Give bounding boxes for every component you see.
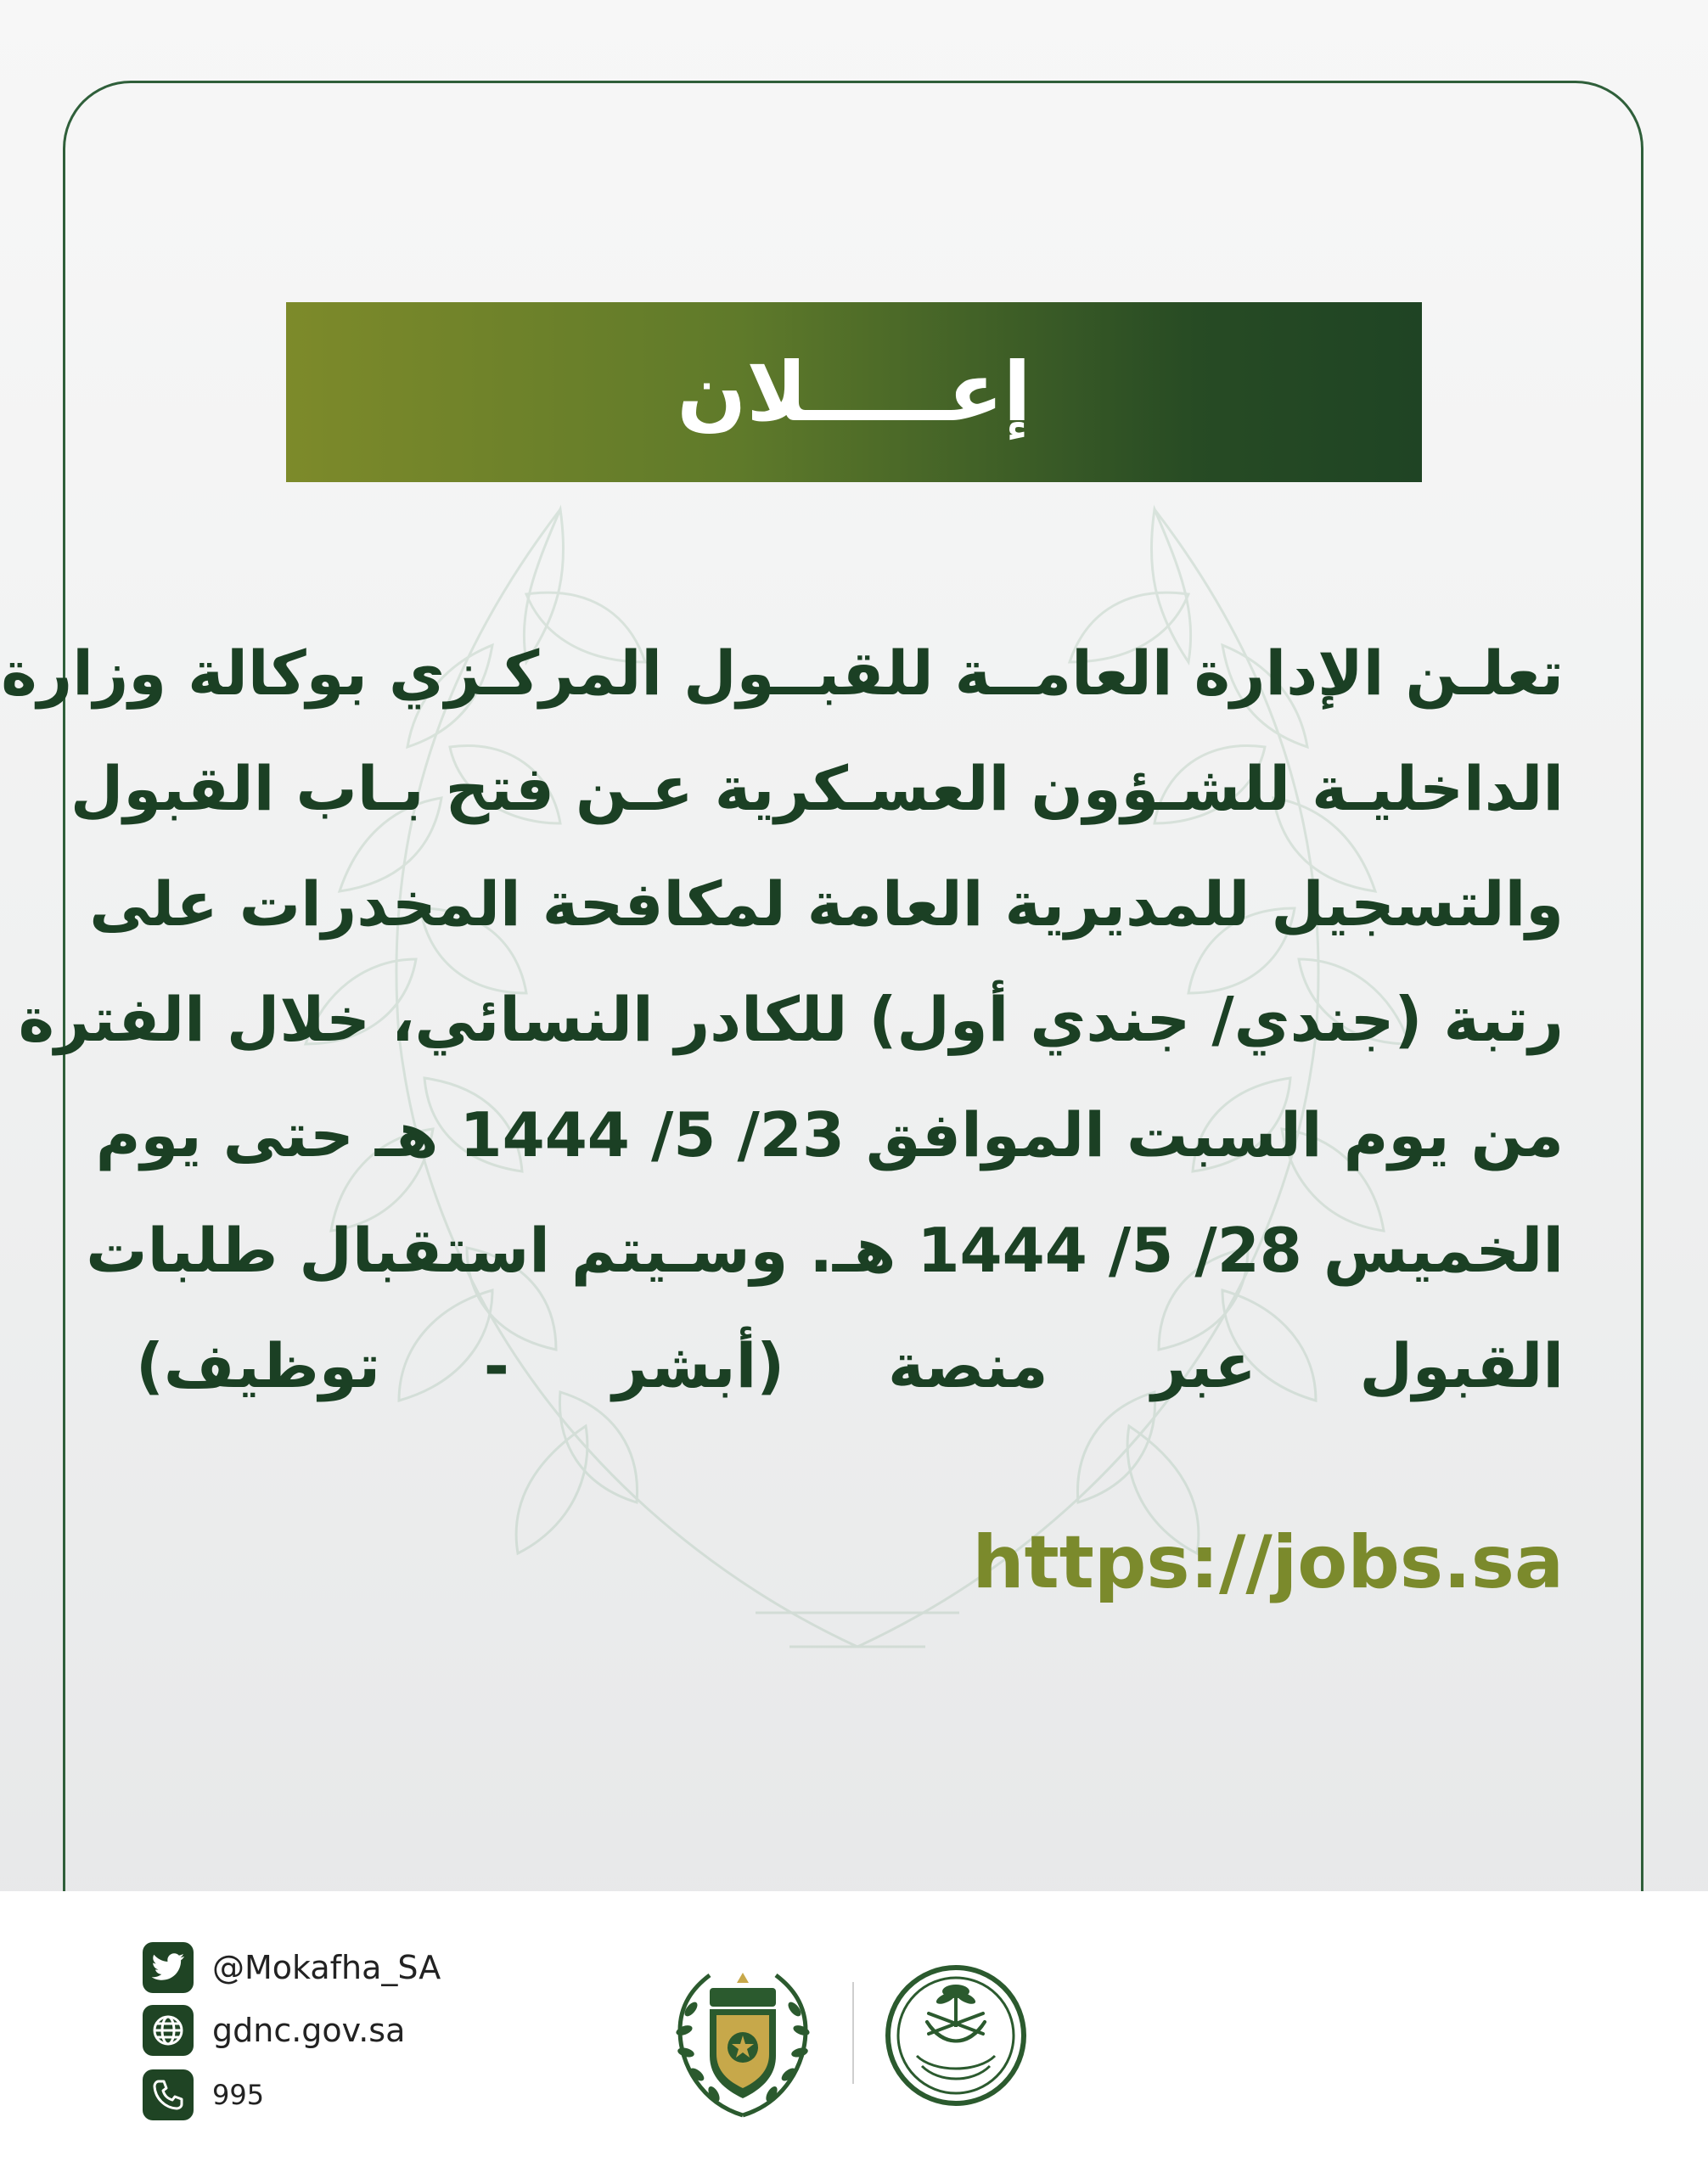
body-line: والتسجيل للمديرية العامة لمكافحة المخدرات على (89, 868, 1564, 940)
jobs-link[interactable]: https://jobs.sa (972, 1520, 1564, 1605)
narcotics-control-emblem (667, 1962, 818, 2124)
body-line: القبول عبر منصة (أبشر - توظيف) (136, 1330, 1564, 1401)
twitter-handle: @Mokafha_SA (212, 1949, 441, 1986)
body-line: تعلـن الإدارة العامــة للقبــول المركـزي بوكالة وزارة (1, 637, 1564, 709)
body-line: من يوم السبت الموافق 23/ 5/ 1444 هـ حتى يوم (95, 1099, 1564, 1171)
logo-divider (852, 1982, 854, 2084)
ministry-of-interior-emblem (883, 1962, 1029, 2108)
body-line: الخميس 28/ 5/ 1444 هـ. وسـيتم استقبال طلبات (86, 1215, 1564, 1286)
contact-phone[interactable] (143, 2069, 264, 2120)
phone-icon (143, 2069, 194, 2120)
website-url: gdnc.gov.sa (212, 2012, 406, 2049)
globe-icon (143, 2005, 194, 2056)
phone-number: 995 (212, 2079, 265, 2111)
announcement-title: إعـــــلان (677, 345, 1031, 440)
contact-twitter[interactable] (143, 1942, 441, 1993)
body-line: الداخليـة للشـؤون العسـكرية عـن فتح بـاب القبول (70, 753, 1564, 824)
contact-website[interactable] (143, 2005, 405, 2056)
announcement-title-bar (286, 302, 1422, 482)
body-line: رتبة (جندي/ جندي أول) للكادر النسائي، خلال الفترة (18, 984, 1564, 1055)
twitter-icon (143, 1942, 194, 1993)
announcement-body (1, 615, 1564, 1423)
